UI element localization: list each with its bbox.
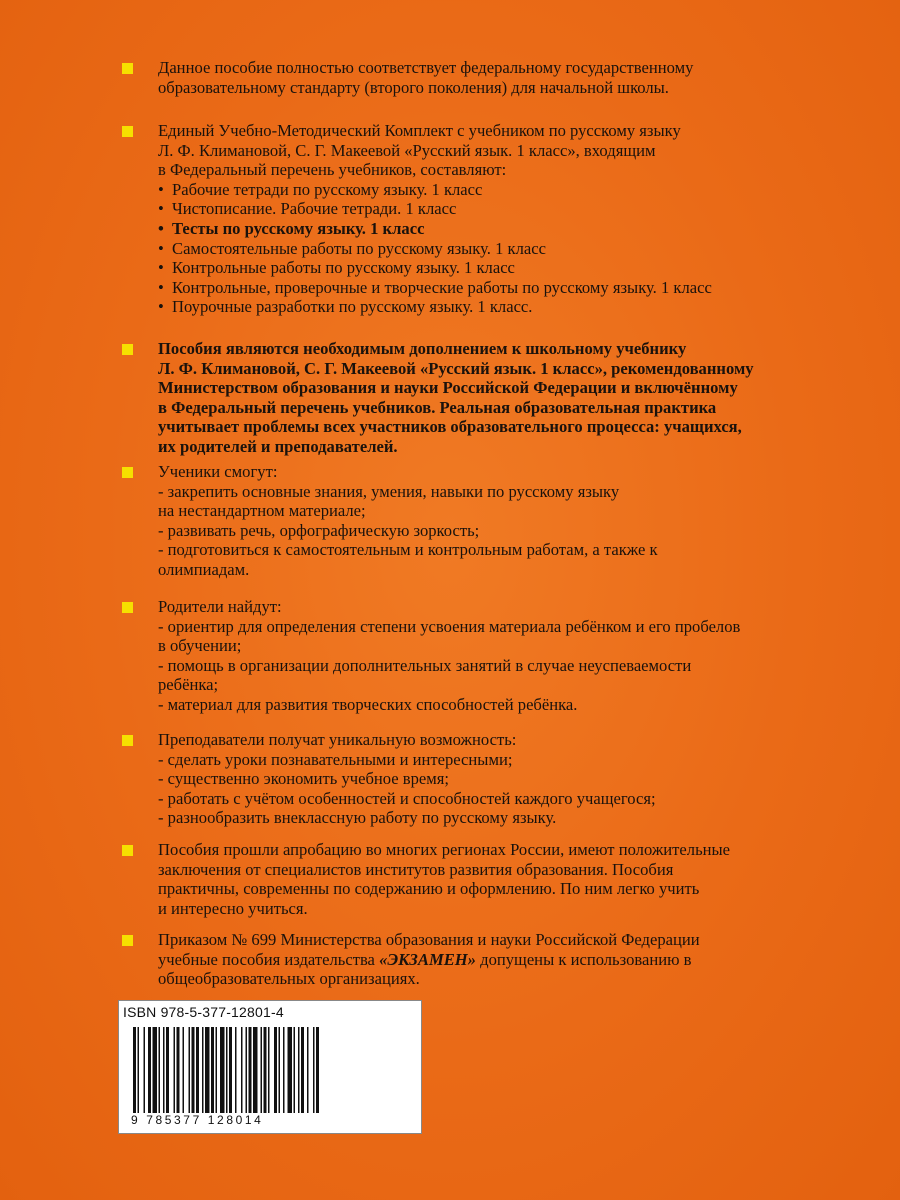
- text-line: - работать с учётом особенностей и способностей каждого учащегося;: [158, 788, 656, 808]
- barcode-bar: [316, 1027, 319, 1113]
- students-paragraph: [122, 462, 842, 580]
- text-line: Л. Ф. Климановой, С. Г. Макеевой «Русский язык. 1 класс», входящим: [158, 140, 656, 160]
- barcode-bar: [279, 1027, 281, 1113]
- text-line: заключения от специалистов институтов развития образования. Пособия: [158, 859, 674, 879]
- barcode-bar: [226, 1027, 228, 1113]
- text-line: в Федеральный перечень учебников, составляют:: [158, 160, 507, 180]
- text-suffix: допущены к использованию в: [480, 949, 692, 969]
- barcode-bar: [253, 1027, 258, 1113]
- barcode-bar: [307, 1027, 309, 1113]
- barcode-bar: [268, 1027, 270, 1113]
- text-line: учитывает проблемы всех участников образовательного процесса: учащихся,: [158, 417, 742, 437]
- barcode-bar: [235, 1027, 237, 1113]
- list-item: • Чистописание. Рабочие тетради. 1 класс: [158, 199, 842, 219]
- barcode-bar: [177, 1027, 180, 1113]
- text-line: Ученики смогут:: [158, 462, 278, 481]
- text-line: на нестандартном материале;: [158, 501, 366, 521]
- barcode-bar: [144, 1027, 146, 1113]
- text-line: в обучении;: [158, 636, 242, 656]
- barcode-bar: [202, 1027, 204, 1113]
- text-line: - подготовиться к самостоятельным и контрольным работам, а также к: [158, 540, 658, 560]
- text-line: - разнообразить внеклассную работу по русскому языку.: [158, 808, 557, 828]
- text-line: - существенно экономить учебное время;: [158, 769, 450, 789]
- text-line: Л. Ф. Климановой, С. Г. Макеевой «Русский язык. 1 класс», рекомендованному: [158, 358, 754, 378]
- barcode-bar: [216, 1027, 218, 1113]
- barcode-bar: [241, 1027, 243, 1113]
- list-item: • Самостоятельные работы по русскому языку. 1 класс: [158, 239, 842, 259]
- barcode-bar: [166, 1027, 169, 1113]
- barcode-bar: [153, 1027, 158, 1113]
- barcode-bar: [183, 1027, 185, 1113]
- umk-paragraph: [122, 121, 842, 317]
- compliance-paragraph: [122, 58, 842, 97]
- text-line: общеобразовательных организациях.: [158, 969, 420, 989]
- barcode-bar: [246, 1027, 248, 1113]
- text-line: - развивать речь, орфографическую зоркость;: [158, 520, 480, 540]
- barcode-bar: [288, 1027, 293, 1113]
- barcode-bar: [301, 1027, 304, 1113]
- teachers-paragraph: [122, 730, 842, 828]
- text-line: Родители найдут:: [158, 597, 282, 616]
- approbation-paragraph: [122, 840, 842, 918]
- yellow-square-bullet-icon: [122, 735, 133, 746]
- barcode-bar: [220, 1027, 225, 1113]
- barcode-digits: 9 785377 128014: [131, 1113, 264, 1127]
- list-item: • Контрольные работы по русскому языку. 1 класс: [158, 258, 842, 278]
- yellow-square-bullet-icon: [122, 63, 133, 74]
- text-line: практичны, современны по содержанию и оформлению. По ним легко учить: [158, 879, 700, 899]
- text-prefix: учебные пособия издательства: [158, 949, 380, 969]
- yellow-square-bullet-icon: [122, 344, 133, 355]
- barcode-bar: [264, 1027, 267, 1113]
- parents-paragraph: [122, 597, 842, 715]
- barcode-bar: [313, 1027, 315, 1113]
- text-line: [158, 950, 842, 970]
- barcode-bar: [192, 1027, 195, 1113]
- order-paragraph: [122, 930, 842, 989]
- barcode-bar: [298, 1027, 300, 1113]
- text-line: Министерством образования и науки Российской Федерации и включённому: [158, 378, 738, 398]
- barcode-bar: [189, 1027, 191, 1113]
- barcode-bar: [211, 1027, 214, 1113]
- list-item: • Рабочие тетради по русскому языку. 1 класс: [158, 180, 842, 200]
- text-line: - материал для развития творческих способностей ребёнка.: [158, 694, 578, 714]
- text-line: их родителей и преподавателей.: [158, 436, 398, 456]
- barcode-bar: [196, 1027, 199, 1113]
- barcode-bar: [229, 1027, 232, 1113]
- yellow-square-bullet-icon: [122, 126, 133, 137]
- barcode-bar: [205, 1027, 210, 1113]
- barcode-bar: [174, 1027, 176, 1113]
- yellow-square-bullet-icon: [122, 467, 133, 478]
- text-line: - закрепить основные знания, умения, навыки по русскому языку: [158, 481, 620, 501]
- barcode-bar: [138, 1027, 140, 1113]
- isbn-label: ISBN 978-5-377-12801-4: [123, 1004, 284, 1020]
- text-line: Приказом № 699 Министерства образования и науки Российской Федерации: [158, 930, 700, 949]
- text-line: в Федеральный перечень учебников. Реальная образовательная практика: [158, 397, 717, 417]
- publisher-name: «ЭКЗАМЕН»: [379, 949, 476, 969]
- barcode-bar: [274, 1027, 277, 1113]
- text-line: олимпиадам.: [158, 559, 250, 579]
- barcode-bar: [133, 1027, 136, 1113]
- barcode-bar: [294, 1027, 296, 1113]
- yellow-square-bullet-icon: [122, 845, 133, 856]
- barcode-bar: [159, 1027, 161, 1113]
- yellow-square-bullet-icon: [122, 935, 133, 946]
- barcode-bar: [261, 1027, 263, 1113]
- text-line: - помощь в организации дополнительных занятий в случае неуспеваемости: [158, 655, 692, 675]
- text-line: Пособия являются необходимым дополнением к школьному учебнику: [158, 339, 687, 358]
- barcode-bar: [249, 1027, 252, 1113]
- text-line: Данное пособие полностью соответствует федеральному государственному: [158, 58, 694, 77]
- list-item: • Контрольные, проверочные и творческие работы по русскому языку. 1 класс: [158, 278, 842, 298]
- barcode-icon: [131, 1027, 407, 1113]
- supplement-paragraph: [122, 339, 842, 457]
- list-item-highlighted: • Тесты по русскому языку. 1 класс: [158, 219, 842, 239]
- text-line: ребёнка;: [158, 675, 219, 695]
- text-line: Пособия прошли апробацию во многих регионах России, имеют положительные: [158, 840, 731, 859]
- barcode-bar: [283, 1027, 285, 1113]
- yellow-square-bullet-icon: [122, 602, 133, 613]
- text-line: - сделать уроки познавательными и интересными;: [158, 749, 513, 769]
- text-line: Единый Учебно-Методический Комплект с учебником по русскому языку: [158, 121, 681, 140]
- text-line: и интересно учиться.: [158, 898, 308, 918]
- barcode-bar: [163, 1027, 165, 1113]
- barcode-bar: [148, 1027, 151, 1113]
- list-item: • Поурочные разработки по русскому языку. 1 класс.: [158, 297, 842, 317]
- text-line: - ориентир для определения степени усвоения материала ребёнком и его пробелов: [158, 616, 741, 636]
- text-line: Преподаватели получат уникальную возможность:: [158, 730, 517, 749]
- text-line: образовательному стандарту (второго поколения) для начальной школы.: [158, 77, 669, 97]
- isbn-barcode-box: [118, 1000, 422, 1134]
